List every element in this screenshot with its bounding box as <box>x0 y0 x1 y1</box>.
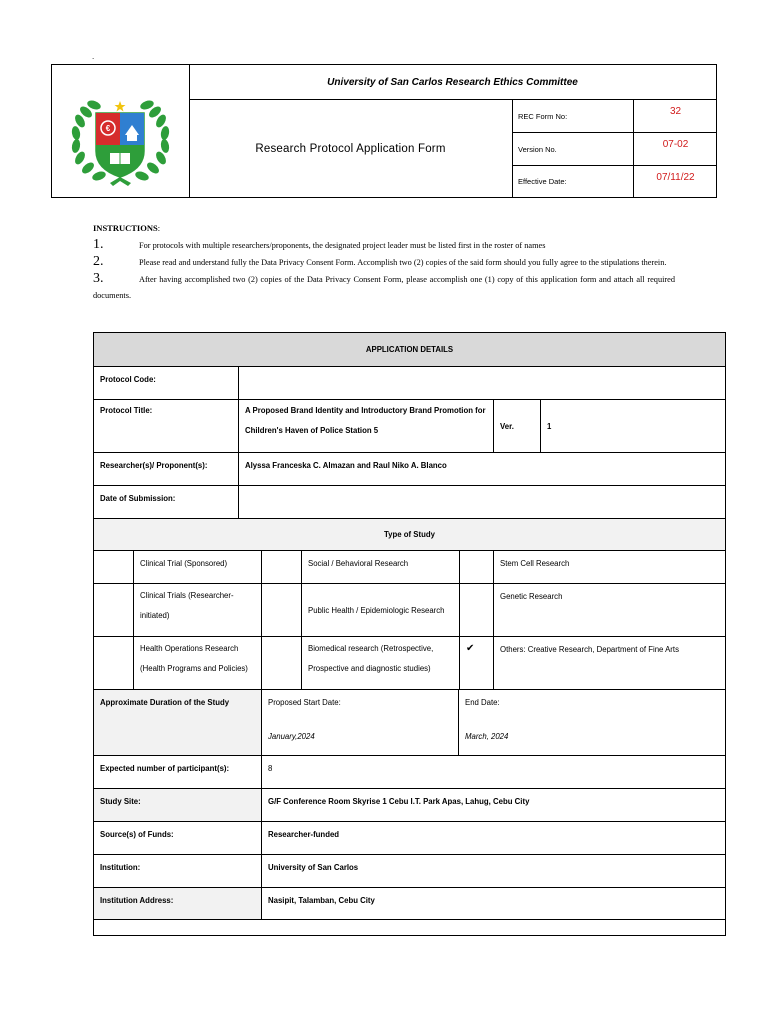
type-checkbox[interactable] <box>262 637 302 689</box>
protocol-title-label: Protocol Title: <box>94 400 239 452</box>
submission-row <box>94 486 725 519</box>
type-row <box>94 584 725 637</box>
institution-field[interactable]: University of San Carlos <box>268 863 359 872</box>
type-label: Others: Creative Research, Department of Fine Arts <box>500 645 679 654</box>
submission-field[interactable] <box>239 486 725 518</box>
participants-field[interactable]: 8 <box>268 764 273 773</box>
protocol-title-field[interactable]: A Proposed Brand Identity and Introductory Brand Promotion for Children's Haven of Police Station 5 <box>239 400 494 452</box>
funds-field[interactable]: Researcher-funded <box>268 830 340 839</box>
instruction-text: Please read and understand fully the Data Privacy Consent Form. Accomplish two (2) copies of the said form should you fully agree to the stipulations therein. <box>139 258 667 267</box>
meta-label: Effective Date: <box>513 166 634 197</box>
form-meta <box>513 100 716 197</box>
instruction-number: 1. <box>93 237 104 252</box>
svg-text:€: € <box>105 124 111 133</box>
meta-row <box>513 166 716 197</box>
application-heading: APPLICATION DETAILS <box>94 333 725 367</box>
type-label: Clinical Trials (Researcher-initiated) <box>134 584 262 636</box>
funds-row <box>94 822 725 855</box>
logo-cell <box>52 65 190 197</box>
protocol-code-row <box>94 367 725 400</box>
type-checkbox[interactable] <box>262 584 302 636</box>
protocol-code-field[interactable] <box>239 367 725 399</box>
type-of-study-heading: Type of Study <box>94 519 725 551</box>
type-checkbox[interactable] <box>94 637 134 689</box>
instruction-text: After having accomplished two (2) copies of the Data Privacy Consent Form, please accomplish one (1) copy of this application form and attach all required documents. <box>93 275 675 300</box>
committee-name: University of San Carlos Research Ethics Committee <box>189 65 716 100</box>
type-checkbox[interactable] <box>262 551 302 583</box>
duration-label: Approximate Duration of the Study <box>94 690 262 755</box>
instruction-item <box>93 254 675 271</box>
meta-label: REC Form No: <box>513 100 634 132</box>
type-checkbox[interactable] <box>94 551 134 583</box>
meta-value: 07-02 <box>662 139 689 150</box>
start-date-label: Proposed Start Date: <box>268 698 341 707</box>
instruction-number: 3. <box>93 271 104 286</box>
type-label: Health Operations Research (Health Programs and Policies) <box>134 637 262 689</box>
address-row <box>94 888 725 920</box>
protocol-code-label: Protocol Code: <box>94 367 239 399</box>
end-date-cell <box>459 690 725 755</box>
type-label: Biomedical research (Retrospective, Prospective and diagnostic studies) <box>302 637 460 689</box>
end-date-label: End Date: <box>465 698 500 707</box>
application-details-table <box>93 332 726 936</box>
type-label: Public Health / Epidemiologic Research <box>302 584 460 636</box>
duration-row <box>94 690 725 756</box>
meta-value: 32 <box>669 106 682 117</box>
instruction-item <box>93 271 675 304</box>
form-header <box>51 64 717 198</box>
type-checkbox[interactable] <box>460 551 494 583</box>
form-title: Research Protocol Application Form <box>189 100 513 197</box>
version-label: Ver. <box>494 400 541 452</box>
study-site-field[interactable]: G/F Conference Room Skyrise 1 Cebu I.T. Park Apas, Lahug, Cebu City <box>268 797 530 806</box>
instructions-title: INSTRUCTIONS <box>93 223 158 233</box>
type-checkbox[interactable] <box>460 584 494 636</box>
type-label: Genetic Research <box>500 592 563 601</box>
submission-label: Date of Submission: <box>94 486 239 518</box>
funds-label: Source(s) of Funds: <box>94 822 262 854</box>
study-site-label: Study Site: <box>94 789 262 821</box>
meta-row <box>513 100 716 133</box>
address-field[interactable]: Nasipit, Talamban, Cebu City <box>268 896 375 905</box>
meta-label: Version No. <box>513 133 634 165</box>
protocol-title-row <box>94 400 725 453</box>
type-label: Social / Behavioral Research <box>302 551 460 583</box>
institution-row <box>94 855 725 888</box>
participants-label: Expected number of participant(s): <box>94 756 262 788</box>
usc-seal-logo-icon <box>52 65 189 197</box>
type-row <box>94 551 725 584</box>
type-checkbox[interactable] <box>94 584 134 636</box>
start-date-field[interactable]: January,2024 <box>268 732 315 741</box>
type-label: Stem Cell Research <box>500 559 570 568</box>
instruction-item <box>93 237 675 254</box>
end-date-field[interactable]: March, 2024 <box>465 732 509 741</box>
type-label: Clinical Trial (Sponsored) <box>134 551 262 583</box>
researchers-field[interactable]: Alyssa Franceska C. Almazan and Raul Niko A. Blanco <box>245 461 447 470</box>
participants-row <box>94 756 725 789</box>
instructions: INSTRUCTIONS: 1. For protocols with multiple researchers/proponents, the designated project leader must be listed first in the roster of names 2. Please read and understand fully the Data Privacy Consent Form. Accomplish two (2) copies of the said form should you fully agree to the stipulations therein. 3. After having accomplished two (2) copies of the Data Privacy Consent Form, please accomplish one (1) copy of this application form and attach all required documents. <box>93 220 675 304</box>
start-date-cell <box>262 690 459 755</box>
instruction-number: 2. <box>93 254 104 269</box>
instruction-text: For protocols with multiple researchers/proponents, the designated project leader must be listed first in the roster of names <box>139 241 546 250</box>
address-label: Institution Address: <box>94 888 262 919</box>
stray-dot: . <box>92 52 95 61</box>
others-checkmark-icon[interactable]: ✔ <box>460 637 494 689</box>
type-row <box>94 637 725 690</box>
version-field[interactable]: 1 <box>547 421 552 431</box>
meta-value: 07/11/22 <box>656 172 695 183</box>
institution-label: Institution: <box>94 855 262 887</box>
researchers-label: Researcher(s)/ Proponent(s): <box>94 453 239 485</box>
researchers-row <box>94 453 725 486</box>
meta-row <box>513 133 716 166</box>
study-site-row <box>94 789 725 822</box>
